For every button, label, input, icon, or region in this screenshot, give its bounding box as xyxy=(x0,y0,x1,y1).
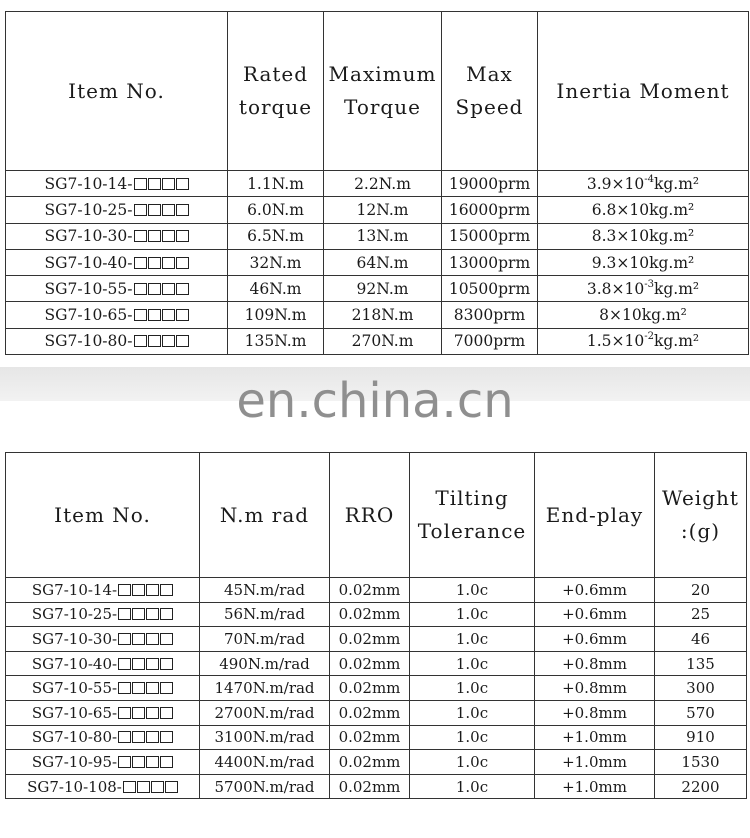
header-item-no: Item No. xyxy=(6,12,228,171)
placeholder-box-icon xyxy=(118,608,131,620)
tilting-tolerance-cell: 1.0c xyxy=(410,627,535,652)
item-no-cell xyxy=(6,171,228,197)
item-no-text: SG7-10-55- xyxy=(31,679,118,698)
item-no-text: SG7-10-55- xyxy=(44,279,133,298)
placeholder-box-icon xyxy=(160,584,173,596)
placeholder-box-icon xyxy=(148,335,161,347)
item-no-cell xyxy=(6,276,228,302)
end-play-cell: +0.6mm xyxy=(535,627,655,652)
inertia-moment-cell xyxy=(538,223,749,249)
tilting-tolerance-cell: 1.0c xyxy=(410,725,535,750)
placeholder-box-icon xyxy=(123,781,136,793)
header-tilting-tolerance: Tilting Tolerance xyxy=(410,453,535,578)
inertia-base: 3.9×10 xyxy=(586,174,645,193)
table-row xyxy=(6,725,747,750)
placeholder-box-icon xyxy=(134,204,147,216)
placeholder-box-icon xyxy=(118,658,131,670)
weight-cell: 25 xyxy=(655,602,747,627)
tilting-tolerance-cell: 1.0c xyxy=(410,700,535,725)
weight-cell: 300 xyxy=(655,676,747,701)
table-row xyxy=(6,676,747,701)
max-torque-cell: 13N.m xyxy=(324,223,442,249)
item-no-cell xyxy=(6,328,228,354)
item-no-cell xyxy=(6,725,200,750)
table-row xyxy=(6,302,749,328)
rated-torque-cell: 135N.m xyxy=(228,328,324,354)
max-speed-cell: 15000prm xyxy=(442,223,538,249)
rated-torque-cell: 6.0N.m xyxy=(228,197,324,223)
placeholder-box-icon xyxy=(160,608,173,620)
table-row xyxy=(6,627,747,652)
header-item-no: Item No. xyxy=(6,453,200,578)
inertia-unit: kg.m² xyxy=(641,306,687,325)
table-header-row xyxy=(6,12,749,171)
placeholder-box-icon xyxy=(118,633,131,645)
placeholder-box-icon xyxy=(160,682,173,694)
placeholder-box-icon xyxy=(132,608,145,620)
item-no-text: SG7-10-95- xyxy=(31,752,118,771)
header-inertia-moment: Inertia Moment xyxy=(538,12,749,171)
item-no-text: SG7-10-25- xyxy=(44,200,133,219)
nm-rad-cell: 490N.m/rad xyxy=(200,651,330,676)
placeholder-box-icon xyxy=(162,257,175,269)
placeholder-box-icon xyxy=(148,257,161,269)
weight-cell: 20 xyxy=(655,578,747,603)
inertia-base: 3.8×10 xyxy=(586,279,645,298)
max-speed-cell: 13000prm xyxy=(442,249,538,275)
placeholder-box-icon xyxy=(160,658,173,670)
item-no-text: SG7-10-40- xyxy=(44,253,133,272)
placeholder-box-icon xyxy=(162,178,175,190)
rated-torque-cell: 6.5N.m xyxy=(228,223,324,249)
torque-spec-table xyxy=(5,11,749,355)
item-no-cell xyxy=(6,676,200,701)
item-no-cell xyxy=(6,223,228,249)
weight-cell: 46 xyxy=(655,627,747,652)
placeholder-box-icon xyxy=(162,230,175,242)
max-speed-cell: 16000prm xyxy=(442,197,538,223)
item-no-text: SG7-10-30- xyxy=(31,629,118,648)
item-no-text: SG7-10-80- xyxy=(31,728,118,747)
placeholder-box-icon xyxy=(146,584,159,596)
rated-torque-cell: 1.1N.m xyxy=(228,171,324,197)
rated-torque-cell: 109N.m xyxy=(228,302,324,328)
rro-cell: 0.02mm xyxy=(330,774,410,799)
placeholder-box-icon xyxy=(132,584,145,596)
placeholder-box-icon xyxy=(176,178,189,190)
rro-cell: 0.02mm xyxy=(330,602,410,627)
header-maximum-torque: Maximum Torque xyxy=(324,12,442,171)
placeholder-box-icon xyxy=(146,658,159,670)
inertia-base: 1.5×10 xyxy=(586,332,645,351)
weight-cell: 910 xyxy=(655,725,747,750)
item-no-cell xyxy=(6,651,200,676)
placeholder-box-icon xyxy=(134,283,147,295)
item-no-text: SG7-10-25- xyxy=(31,605,118,624)
rro-cell: 0.02mm xyxy=(330,578,410,603)
weight-cell: 135 xyxy=(655,651,747,676)
placeholder-box-icon xyxy=(148,230,161,242)
placeholder-box-icon xyxy=(151,781,164,793)
placeholder-box-icon xyxy=(134,178,147,190)
item-no-text: SG7-10-65- xyxy=(44,306,133,325)
table-row xyxy=(6,328,749,354)
inertia-base: 8.3×10 xyxy=(591,227,650,246)
inertia-moment-cell xyxy=(538,328,749,354)
placeholder-box-icon xyxy=(132,756,145,768)
placeholder-box-icon xyxy=(132,707,145,719)
placeholder-box-icon xyxy=(162,204,175,216)
max-speed-cell: 8300prm xyxy=(442,302,538,328)
weight-cell: 1530 xyxy=(655,750,747,775)
placeholder-box-icon xyxy=(118,584,131,596)
end-play-cell: +1.0mm xyxy=(535,750,655,775)
rro-cell: 0.02mm xyxy=(330,651,410,676)
inertia-base: 6.8×10 xyxy=(591,200,650,219)
tilting-tolerance-cell: 1.0c xyxy=(410,750,535,775)
max-torque-cell: 2.2N.m xyxy=(324,171,442,197)
item-no-text: SG7-10-14- xyxy=(31,580,118,599)
inertia-exponent: -4 xyxy=(644,173,654,185)
tilting-tolerance-cell: 1.0c xyxy=(410,578,535,603)
item-no-cell xyxy=(6,627,200,652)
nm-rad-cell: 56N.m/rad xyxy=(200,602,330,627)
item-no-text: SG7-10-108- xyxy=(27,777,122,796)
table-row xyxy=(6,651,747,676)
placeholder-box-icon xyxy=(148,178,161,190)
stiffness-spec-table xyxy=(5,452,747,799)
inertia-unit: kg.m² xyxy=(653,174,700,193)
header-max-speed: Max Speed xyxy=(442,12,538,171)
placeholder-box-icon xyxy=(146,633,159,645)
placeholder-box-icon xyxy=(160,731,173,743)
max-speed-cell: 7000prm xyxy=(442,328,538,354)
rro-cell: 0.02mm xyxy=(330,700,410,725)
tilting-tolerance-cell: 1.0c xyxy=(410,602,535,627)
header-nm-rad: N.m rad xyxy=(200,453,330,578)
item-no-cell xyxy=(6,700,200,725)
table-row xyxy=(6,578,747,603)
inertia-moment-cell xyxy=(538,249,749,275)
tilting-tolerance-cell: 1.0c xyxy=(410,651,535,676)
item-no-cell xyxy=(6,197,228,223)
inertia-exponent: -3 xyxy=(644,278,654,290)
table-row xyxy=(6,171,749,197)
placeholder-box-icon xyxy=(176,257,189,269)
inertia-exponent: -2 xyxy=(644,331,654,343)
placeholder-box-icon xyxy=(176,335,189,347)
placeholder-box-icon xyxy=(162,283,175,295)
placeholder-box-icon xyxy=(132,633,145,645)
placeholder-box-icon xyxy=(132,682,145,694)
placeholder-box-icon xyxy=(146,707,159,719)
max-speed-cell: 10500prm xyxy=(442,276,538,302)
placeholder-box-icon xyxy=(162,309,175,321)
item-no-text: SG7-10-30- xyxy=(44,227,133,246)
rro-cell: 0.02mm xyxy=(330,627,410,652)
max-torque-cell: 64N.m xyxy=(324,249,442,275)
nm-rad-cell: 3100N.m/rad xyxy=(200,725,330,750)
placeholder-box-icon xyxy=(118,707,131,719)
header-rated-torque: Rated torque xyxy=(228,12,324,171)
placeholder-box-icon xyxy=(176,230,189,242)
placeholder-box-icon xyxy=(118,756,131,768)
header-rro: RRO xyxy=(330,453,410,578)
weight-cell: 2200 xyxy=(655,774,747,799)
table-header-row xyxy=(6,453,747,578)
placeholder-box-icon xyxy=(148,309,161,321)
item-no-text: SG7-10-40- xyxy=(31,654,118,673)
nm-rad-cell: 1470N.m/rad xyxy=(200,676,330,701)
rated-torque-cell: 32N.m xyxy=(228,249,324,275)
item-no-text: SG7-10-14- xyxy=(44,174,133,193)
weight-cell: 570 xyxy=(655,700,747,725)
end-play-cell: +0.8mm xyxy=(535,676,655,701)
placeholder-box-icon xyxy=(137,781,150,793)
header-end-play: End-play xyxy=(535,453,655,578)
rro-cell: 0.02mm xyxy=(330,750,410,775)
item-no-cell xyxy=(6,249,228,275)
placeholder-box-icon xyxy=(134,257,147,269)
nm-rad-cell: 4400N.m/rad xyxy=(200,750,330,775)
table-row xyxy=(6,700,747,725)
placeholder-box-icon xyxy=(176,283,189,295)
nm-rad-cell: 45N.m/rad xyxy=(200,578,330,603)
tilting-tolerance-cell: 1.0c xyxy=(410,774,535,799)
table-row xyxy=(6,750,747,775)
end-play-cell: +0.8mm xyxy=(535,700,655,725)
item-no-text: SG7-10-80- xyxy=(44,332,133,351)
item-no-cell xyxy=(6,302,228,328)
table-row xyxy=(6,602,747,627)
placeholder-box-icon xyxy=(134,230,147,242)
placeholder-box-icon xyxy=(146,756,159,768)
inertia-moment-cell xyxy=(538,171,749,197)
placeholder-box-icon xyxy=(148,204,161,216)
end-play-cell: +0.6mm xyxy=(535,578,655,603)
inertia-base: 8×10 xyxy=(599,306,642,325)
inertia-unit: kg.m² xyxy=(649,253,695,272)
watermark-text: en.china.cn xyxy=(236,373,514,429)
rro-cell: 0.02mm xyxy=(330,676,410,701)
placeholder-box-icon xyxy=(160,707,173,719)
placeholder-box-icon xyxy=(146,682,159,694)
item-no-cell xyxy=(6,750,200,775)
inertia-unit: kg.m² xyxy=(649,200,695,219)
inertia-moment-cell xyxy=(538,197,749,223)
placeholder-box-icon xyxy=(176,204,189,216)
inertia-base: 9.3×10 xyxy=(591,253,650,272)
table-row xyxy=(6,774,747,799)
placeholder-box-icon xyxy=(160,756,173,768)
nm-rad-cell: 70N.m/rad xyxy=(200,627,330,652)
item-no-cell xyxy=(6,578,200,603)
max-torque-cell: 270N.m xyxy=(324,328,442,354)
max-torque-cell: 92N.m xyxy=(324,276,442,302)
placeholder-box-icon xyxy=(165,781,178,793)
table-row xyxy=(6,197,749,223)
placeholder-box-icon xyxy=(146,608,159,620)
item-no-cell xyxy=(6,602,200,627)
table-row xyxy=(6,276,749,302)
inertia-unit: kg.m² xyxy=(653,332,700,351)
rated-torque-cell: 46N.m xyxy=(228,276,324,302)
inertia-moment-cell xyxy=(538,302,749,328)
max-torque-cell: 218N.m xyxy=(324,302,442,328)
placeholder-box-icon xyxy=(118,731,131,743)
placeholder-box-icon xyxy=(162,335,175,347)
placeholder-box-icon xyxy=(132,658,145,670)
placeholder-box-icon xyxy=(132,731,145,743)
header-weight: Weight :(g) xyxy=(655,453,747,578)
placeholder-box-icon xyxy=(176,309,189,321)
end-play-cell: +0.8mm xyxy=(535,651,655,676)
rro-cell: 0.02mm xyxy=(330,725,410,750)
placeholder-box-icon xyxy=(134,309,147,321)
item-no-cell xyxy=(6,774,200,799)
tilting-tolerance-cell: 1.0c xyxy=(410,676,535,701)
inertia-unit: kg.m² xyxy=(649,227,695,246)
inertia-unit: kg.m² xyxy=(653,279,700,298)
table-row xyxy=(6,223,749,249)
placeholder-box-icon xyxy=(148,283,161,295)
placeholder-box-icon xyxy=(146,731,159,743)
end-play-cell: +0.6mm xyxy=(535,602,655,627)
table-row xyxy=(6,249,749,275)
nm-rad-cell: 2700N.m/rad xyxy=(200,700,330,725)
nm-rad-cell: 5700N.m/rad xyxy=(200,774,330,799)
end-play-cell: +1.0mm xyxy=(535,725,655,750)
placeholder-box-icon xyxy=(118,682,131,694)
max-torque-cell: 12N.m xyxy=(324,197,442,223)
item-no-text: SG7-10-65- xyxy=(31,703,118,722)
placeholder-box-icon xyxy=(160,633,173,645)
end-play-cell: +1.0mm xyxy=(535,774,655,799)
inertia-moment-cell xyxy=(538,276,749,302)
max-speed-cell: 19000prm xyxy=(442,171,538,197)
placeholder-box-icon xyxy=(134,335,147,347)
